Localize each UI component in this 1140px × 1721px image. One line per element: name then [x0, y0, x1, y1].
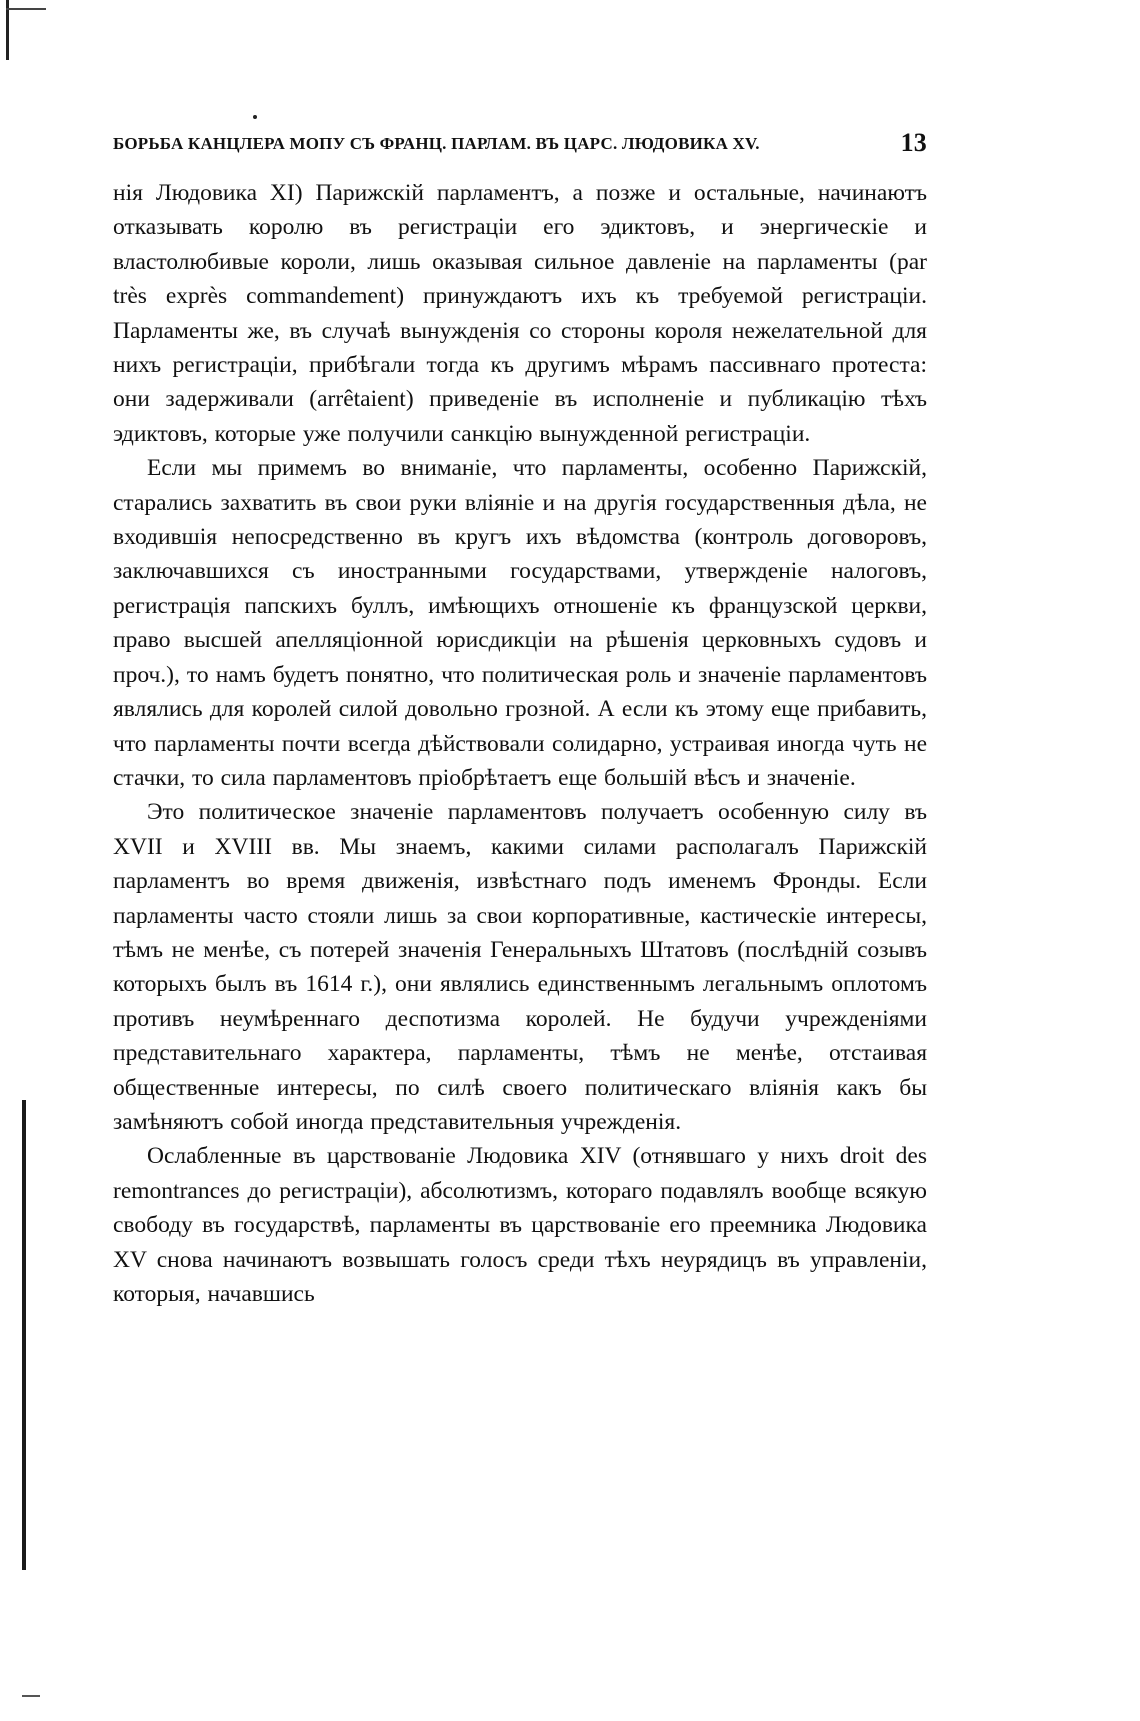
paragraph: Если мы примемъ во вниманіе, что парламенты, особенно Парижскій, старались захватить въ свои руки вліяніе и на другія государственныя дѣла, не входившія непосредственно въ кругъ ихъ вѣдомства (контроль договоровъ, заключавшихся съ иностранными государствами, утвержденіе налоговъ, регистрація папскихъ буллъ, имѣющихъ отношеніе къ французской церкви, право высшей апелляціонной юрисдикціи на рѣшенія церковныхъ судовъ и проч.), то намъ будетъ понятно, что политическая роль и значеніе парламентовъ являлись для королей силой довольно грозной. А если къ этому еще прибавить, что парламенты почти всегда дѣйствовали солидарно, устраивая иногда чуть не стачки, то сила парламентовъ пріобрѣтаетъ еще большій вѣсъ и значеніе. [113, 455, 927, 791]
ink-dot [253, 115, 257, 119]
paragraph: нія Людовика XI) Парижскій парламентъ, а позже и остальные, начинаютъ отказывать королю въ регистраціи его эдиктовъ, и энергическіе и властолюбивые короли, лишь оказывая сильное давленіе на парламенты (par très exprès commandement) принуждаютъ ихъ къ требуемой регистраціи. Парламенты же, въ случаѣ вынужденія со стороны короля нежелательной для нихъ регистраціи, прибѣгали тогда къ другимъ мѣрамъ пассивнаго протеста: они задерживали (arrêtaient) приведеніе въ исполненіе и публикацію тѣхъ эдиктовъ, которые уже получили санкцію вынужденной регистраціи. [113, 180, 927, 447]
running-header [113, 128, 927, 162]
page-number: 13 [900, 128, 927, 157]
body-text [113, 176, 927, 1311]
paragraph: Это политическое значеніе парламентовъ получаетъ особенную силу въ XVII и XVIII вв. Мы знаемъ, какими силами располагалъ Парижскій парламентъ во время движенія, извѣстнаго подъ именемъ Фронды. Если парламенты часто стояли лишь за свои корпоративные, кастическіе интересы, тѣмъ не менѣе, съ потерей значенія Генеральныхъ Штатовъ (послѣдній созывъ которыхъ былъ въ 1614 г.), они являлись единственнымъ легальнымъ оплотомъ противъ неумѣреннаго деспотизма королей. Не будучи учрежденіями представительнаго характера, парламенты, тѣмъ не менѣе, отстаивая общественные интересы, по силѣ своего политическаго вліянія какъ бы замѣняютъ собой иногда представительныя учрежденія. [113, 799, 927, 1135]
paragraph: Ослабленные въ царствованіе Людовика XIV (отнявшаго у нихъ droit des remontrances до регистраціи), абсолютизмъ, котораго подавлялъ вообще всякую свободу въ государствѣ, парламенты въ царствованіе его преемника Людовика XV снова начинаютъ возвышать голосъ среди тѣхъ неурядицъ въ управленіи, которыя, начавшись [113, 1143, 927, 1307]
scan-edge-mark [6, 8, 46, 10]
scan-edge-mark [22, 1695, 40, 1697]
running-title: БОРЬБА КАНЦЛЕРА МОПУ СЪ ФРАНЦ. ПАРЛАМ. ВЪ ЦАРС. ЛЮДОВИКА XV. [113, 134, 760, 153]
scan-edge-mark [22, 1100, 26, 1570]
